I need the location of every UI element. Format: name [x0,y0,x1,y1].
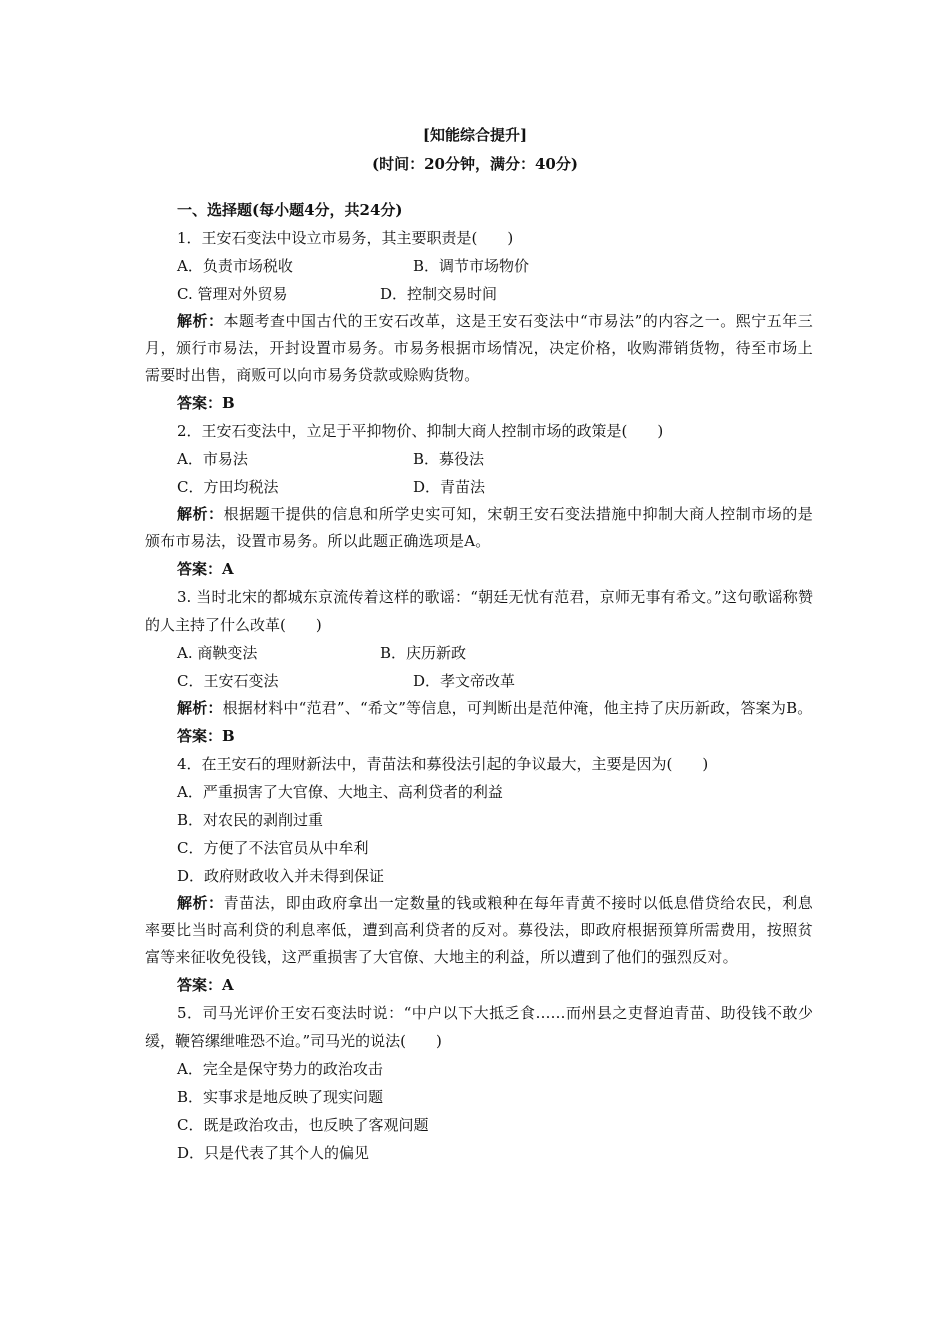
option-d: D．孝文帝改革 [413,672,516,690]
option-c: C．方便了不法官员从中牟利 [177,839,369,857]
document-body [145,196,813,1167]
option-d: D．青苗法 [413,478,486,496]
analysis-text: 根据材料中“范君”、“希文”等信息，可判断出是范仲淹，他主持了庆历新政，答案为B。 [222,699,813,717]
option-d: D．政府财政收入并未得到保证 [177,867,385,885]
option-d: D．只是代表了其个人的偏见 [177,1144,370,1162]
answer: 答案：A [177,560,234,578]
option-a: A．严重损害了大官僚、大地主、高利贷者的利益 [177,783,503,801]
options-row [145,280,813,308]
analysis [145,308,813,389]
page-title: [知能综合提升] [422,126,528,144]
option-b: B．募役法 [413,450,485,468]
time-and-score: (时间：20分钟，满分：40分) [372,155,578,173]
analysis-label: 解析： [177,894,224,912]
section-note: (每小题4分，共24分) [252,201,403,219]
option-c: C．既是政治攻击，也反映了客观问题 [177,1116,429,1134]
option-a: A．完全是保守势力的政治攻击 [177,1060,383,1078]
analysis-label: 解析： [177,699,223,717]
question-stem: 3. 当时北宋的都城东京流传着这样的歌谣：“朝廷无忧有范君，京师无事有希文。”这句歌谣称赞的人主持了什么改革( ) [145,588,813,634]
option-b: B．对农民的剥削过重 [177,811,324,829]
question-stem: 5．司马光评价王安石变法时说：“中户以下大抵乏食……而州县之吏督迫青苗、助役钱不敢少缓，鞭笞缧绁唯恐不迨。”司马光的说法( ) [145,1004,813,1050]
analysis-text: 本题考查中国古代的王安石改革，这是王安石变法中“市易法”的内容之一。熙宁五年三月，颁行市易法，开封设置市易务。市易务根据市场情况，决定价格，收购滞销货物，待至市场上需要时出售，商贩可以向市易务贷款或赊购货物。 [145,312,813,384]
options-row [145,639,813,667]
answer: 答案：B [177,727,235,745]
option-b: B．实事求是地反映了现实问题 [177,1088,384,1106]
option-a: A．市易法 [177,450,248,468]
analysis [145,501,813,555]
options-row [145,473,813,501]
section-label: 一、选择题 [177,201,253,219]
question-stem: 4．在王安石的理财新法中，青苗法和募役法引起的争议最大，主要是因为( ) [177,755,709,773]
option-c: C．方田均税法 [177,478,279,496]
analysis [145,695,813,722]
option-a: A．负责市场税收 [177,257,293,275]
option-c: C. 管理对外贸易 [177,285,288,303]
option-d: D．控制交易时间 [380,285,498,303]
question-stem: 1．王安石变法中设立市易务，其主要职责是( ) [177,229,514,247]
answer: 答案：A [177,976,234,994]
option-a: A. 商鞅变法 [177,644,258,662]
option-c: C．王安石变法 [177,672,279,690]
options-row [145,445,813,473]
answer: 答案：B [177,394,235,412]
analysis-label: 解析： [177,312,224,330]
analysis-text: 青苗法，即由政府拿出一定数量的钱或粮种在每年青黄不接时以低息借贷给农民，利息率要比当时高利贷的利息率低，遭到高利贷者的反对。募役法，即政府根据预算所需费用，按照贫富等来征收免役钱，这严重损害了大官僚、大地主的利益，所以遭到了他们的强烈反对。 [145,894,813,966]
options-row [145,252,813,280]
option-b: B．庆历新政 [380,644,467,662]
option-b: B．调节市场物价 [413,257,530,275]
section-heading [145,196,813,224]
analysis [145,890,813,971]
question-stem: 2．王安石变法中，立足于平抑物价、抑制大商人控制市场的政策是( ) [177,422,664,440]
analysis-text: 根据题干提供的信息和所学史实可知，宋朝王安石变法措施中抑制大商人控制市场的是颁布市易法，设置市易务。所以此题正确选项是A。 [145,505,813,550]
options-row [145,667,813,695]
analysis-label: 解析： [177,505,224,523]
